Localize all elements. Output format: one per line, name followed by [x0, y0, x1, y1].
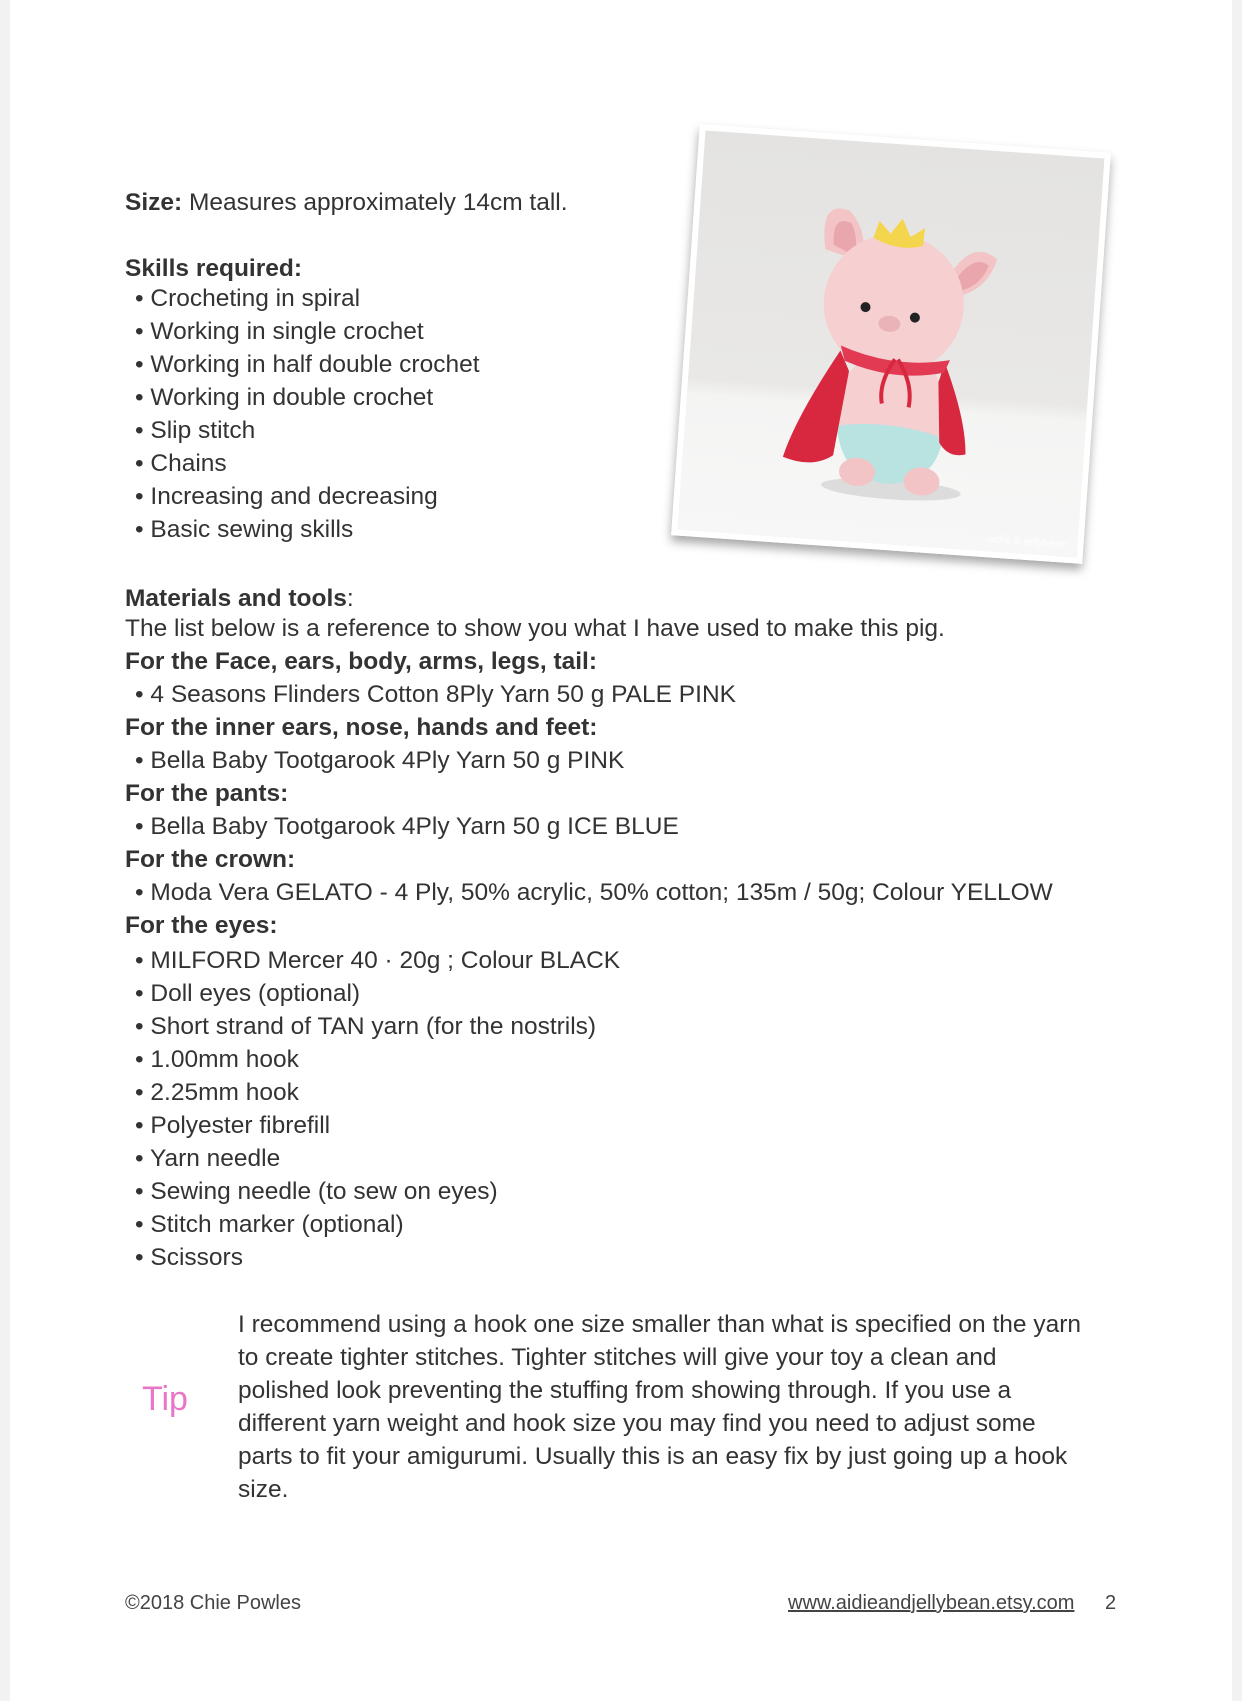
size-label: Size:: [125, 189, 183, 216]
footer-copyright: ©2018 Chie Powles: [125, 1592, 301, 1614]
materials-item: • MILFORD Mercer 40 · 20g ; Colour BLACK: [135, 947, 621, 974]
materials-item: • Stitch marker (optional): [135, 1211, 404, 1238]
materials-heading: Materials and tools: [125, 585, 347, 612]
pants-item: • Bella Baby Tootgarook 4Ply Yarn 50 g ICE BLUE: [135, 813, 679, 840]
skill-item: • Basic sewing skills: [135, 516, 354, 543]
skill-item: • Increasing and decreasing: [135, 483, 438, 510]
inner-heading: For the inner ears, nose, hands and feet:: [125, 714, 598, 741]
crown-item: • Moda Vera GELATO - 4 Ply, 50% acrylic, 50% cotton; 135m / 50g; Colour YELLOW: [135, 879, 1053, 906]
materials-heading-line: [125, 582, 354, 615]
materials-item: • Doll eyes (optional): [135, 980, 361, 1007]
materials-item: • 2.25mm hook: [135, 1079, 299, 1106]
materials-item: • Polyester fibrefill: [135, 1112, 331, 1139]
skill-item: • Chains: [135, 450, 227, 477]
skill-item: • Working in half double crochet: [135, 351, 480, 378]
skills-heading: Skills required:: [125, 255, 303, 282]
size-line: [125, 186, 568, 219]
materials-item: • Yarn needle: [135, 1145, 281, 1172]
materials-intro: The list below is a reference to show you what I have used to make this pig.: [125, 615, 945, 642]
skill-item: • Working in single crochet: [135, 318, 424, 345]
size-text: Measures approximately 14cm tall.: [182, 189, 568, 216]
materials-item: • Scissors: [135, 1244, 243, 1271]
tip-label: Tip: [142, 1380, 188, 1418]
materials-item: • 1.00mm hook: [135, 1046, 299, 1073]
skill-item: • Slip stitch: [135, 417, 256, 444]
pants-heading: For the pants:: [125, 780, 289, 807]
materials-item: • Short strand of TAN yarn (for the nostrils): [135, 1013, 597, 1040]
page-number: 2: [1105, 1592, 1117, 1614]
skill-item: • Crocheting in spiral: [135, 285, 361, 312]
pig-photo: [671, 124, 1111, 564]
page: [10, 0, 1232, 1701]
pig-amigurumi-image: [678, 131, 1105, 558]
tip-text: I recommend using a hook one size smaller than what is specified on the yarn to create tighter stitches. Tighter stitches will give your toy a clean and polished look preventing the stuffing from showing through. If you use a different yarn weight and hook size you may find you need to adjust some parts to fit your amigurumi. Usually this is an easy fix by just going up a hook size.: [238, 1311, 1081, 1503]
materials-colon: :: [346, 585, 354, 612]
photo-watermark: aidie & jellybean: [987, 533, 1068, 551]
crown-heading: For the crown:: [125, 846, 296, 873]
materials-item: • Sewing needle (to sew on eyes): [135, 1178, 498, 1205]
skill-item: • Working in double crochet: [135, 384, 434, 411]
eyes-heading: For the eyes:: [125, 912, 278, 939]
inner-item: • Bella Baby Tootgarook 4Ply Yarn 50 g PINK: [135, 747, 625, 774]
footer-url-link[interactable]: www.aidieandjellybean.etsy.com: [788, 1592, 1075, 1614]
face-heading: For the Face, ears, body, arms, legs, tail:: [125, 648, 598, 675]
face-item: • 4 Seasons Flinders Cotton 8Ply Yarn 50 g PALE PINK: [135, 681, 736, 708]
